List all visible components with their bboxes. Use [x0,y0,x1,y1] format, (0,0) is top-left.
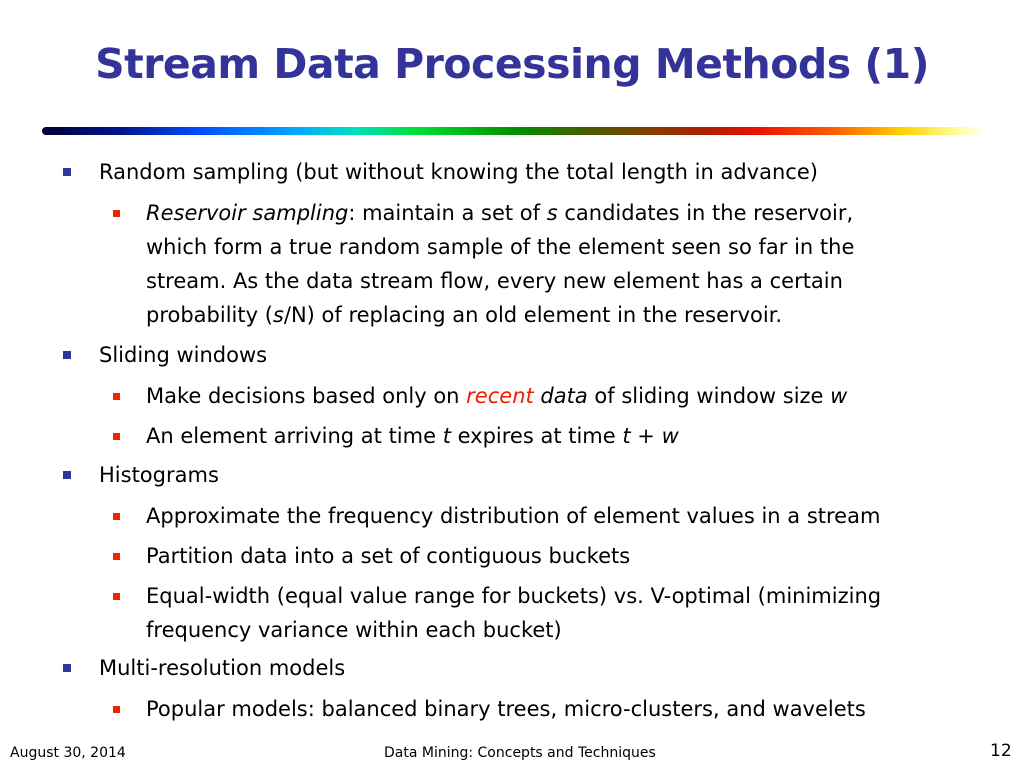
footer-date: August 30, 2014 [10,745,126,761]
reservoir-line-2: which form a true random sample of the element seen so far in the [146,235,855,259]
bullet-equal-width: Equal-width (equal value range for buckets) vs. V-optimal (minimizing [146,584,882,608]
bullet-multi-resolution: Multi-resolution models [99,656,346,680]
bullet-sliding-windows: Sliding windows [99,343,268,367]
bullet-level2-icon [113,433,120,440]
bullet-partition: Partition data into a set of contiguous buckets [146,544,631,568]
bullet-level1-icon [63,168,71,176]
bullet-level2-icon [113,513,120,520]
bullet-level2-icon [113,593,120,600]
bullet-level2-icon [113,393,120,400]
bullet-level1-icon [63,664,71,672]
bullet-histograms: Histograms [99,463,219,487]
bullet-make-decisions: Make decisions based only on recent data of sliding window size w [146,384,848,408]
footer-title: Data Mining: Concepts and Techniques [384,745,656,761]
bullet-random-sampling: Random sampling (but without knowing the total length in advance) [99,160,818,184]
recent-highlight: recent [466,384,534,408]
reservoir-line-3: stream. As the data stream flow, every new element has a certain [146,269,843,293]
bullet-reservoir-sampling: Reservoir sampling: maintain a set of s candidates in the reservoir, [146,201,854,225]
bullet-level2-icon [113,706,120,713]
bullet-element-arriving: An element arriving at time t expires at time t + w [146,424,679,448]
slide-title: Stream Data Processing Methods (1) [95,40,929,88]
bullet-popular-models: Popular models: balanced binary trees, micro-clusters, and wavelets [146,697,866,721]
footer-page-number: 12 [990,741,1012,761]
reservoir-term: Reservoir sampling [146,201,349,225]
bullet-level1-icon [63,471,71,479]
bullet-approximate: Approximate the frequency distribution of element values in a stream [146,504,881,528]
equal-width-line-2: frequency variance within each bucket) [146,618,562,642]
bullet-level2-icon [113,210,120,217]
reservoir-line-4: probability (s/N) of replacing an old element in the reservoir. [146,303,783,327]
bullet-level1-icon [63,351,71,359]
bullet-level2-icon [113,553,120,560]
